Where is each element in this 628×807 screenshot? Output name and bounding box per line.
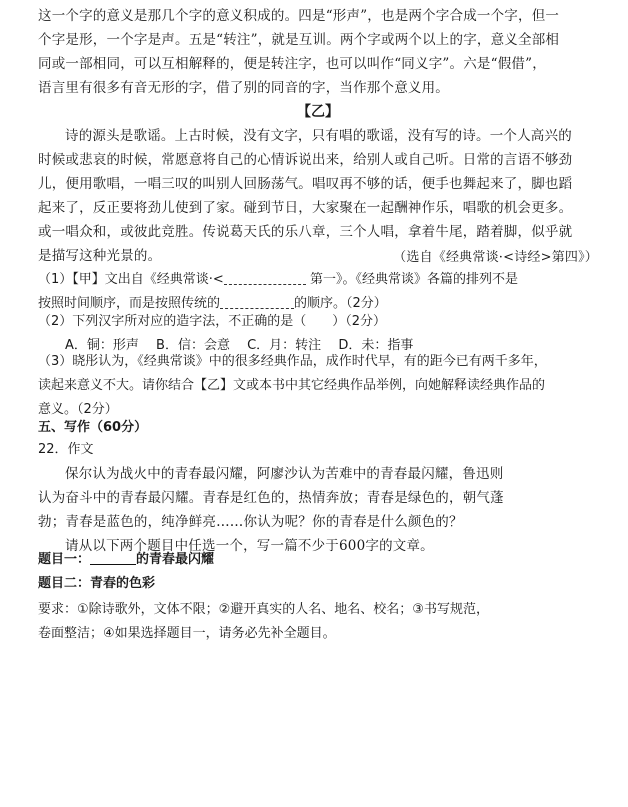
q1-text-a: （1）【甲】文出自《经典常谈·< [38, 272, 224, 287]
text-line: 或一唱众和，或彼此竞胜。传说葛天氏的乐八章，三个人唱，拿着牛尾，踏着脚，似乎就 [38, 224, 573, 240]
section-yi-heading: 【乙】 [297, 104, 339, 120]
text-line: 读起来意义不大。请你结合【乙】文或本书中其它经典作品举例，向她解释读经典作品的 [38, 378, 546, 393]
topic-1-label: 题目一： [38, 552, 91, 567]
text-line: 保尔认为战火中的青春最闪耀，阿廖沙认为苦难中的青春最闪耀，鲁迅则 [65, 466, 504, 482]
essay-instruction: 请从以下两个题目中任选一个，写一篇不少于600字的文章。 [65, 538, 434, 554]
text-line: 勃；青春是蓝色的，纯净鲜亮……你认为呢？你的青春是什么颜色的？ [38, 514, 463, 530]
topic-1-suffix: 的青春最闪耀 [136, 552, 215, 567]
q1-text-b: 第一》。《经典常谈》各篇的排列不是 [309, 272, 518, 287]
q1-blank-2[interactable] [220, 294, 294, 309]
text-line: 时候或悲哀的时候，常愿意将自己的心情诉说出来，给别人或自己听。日常的言语不够劲 [38, 152, 573, 168]
text-line: 卷面整洁；④如果选择题目一，请务必先补全题目。 [38, 626, 336, 641]
question-3 [38, 350, 598, 422]
passage-jia-continuation [38, 4, 598, 100]
q2-option-a: A．铜：形声 [65, 338, 139, 353]
text-line: 是描写这种光景的。 [38, 248, 162, 264]
q1-blank-1[interactable] [224, 270, 306, 285]
q2-option-d: D．未：指事 [338, 338, 414, 353]
topic-1-blank[interactable] [90, 550, 136, 565]
text-line: 诗的源头是歌谣。上古时候，没有文字，只有唱的歌谣，没有写的诗。一个人高兴的 [65, 128, 572, 144]
question-22-label: 22．作文 [38, 442, 94, 457]
text-line: 要求：①除诗歌外，文体不限；②避开真实的人名、地名、校名；③书写规范， [38, 602, 489, 617]
text-line: 儿，便用歌唱，一唱三叹的叫别人回肠荡气。唱叹再不够的话，便手也舞起来了，脚也蹈 [38, 176, 573, 192]
q1-text-c: 按照时间顺序，而是按照传统的 [38, 296, 221, 311]
passage-source: （选自《经典常谈·<诗经>第四》） [393, 250, 598, 265]
topic-1 [38, 548, 598, 572]
text-line: 个字是形，一个字是声。五是“转注”，就是互训。两个字或两个以上的字，意义全部相 [38, 32, 560, 48]
question-1 [38, 268, 598, 316]
q1-text-d: 的顺序。（2分） [294, 296, 387, 311]
text-line: （3）晓彤认为，《经典常谈》中的很多经典作品，成作时代早，有的距今已有两千多年， [38, 354, 547, 369]
essay-requirements [38, 598, 598, 646]
text-line: 同或一部相同，可以互相解释的，便是转注字，也可以叫作“同义字”。六是“假借”， [38, 56, 546, 72]
text-line: 意义。（2分） [38, 402, 118, 417]
text-line: 起来了，反正要将劲儿使到了家。碰到节日，大家聚在一起酬神作乐，唱歌的机会更多。 [38, 200, 573, 216]
text-line: 语言里有很多有音无形的字，借了别的同音的字，当作那个意义用。 [38, 80, 449, 96]
q2-option-b: B．信：会意 [156, 338, 230, 353]
q2-stem: （2）下列汉字所对应的造字法，不正确的是（ ）（2分） [38, 314, 387, 329]
essay-prompt [38, 462, 598, 558]
text-line: 这一个字的意义是那几个字的意义积成的。四是“形声”，也是两个字合成一个字，但一 [38, 8, 560, 24]
section-5-heading: 五、写作（60分） [38, 420, 148, 435]
topic-2: 题目二：青春的色彩 [38, 576, 156, 591]
text-line: 认为奋斗中的青春最闪耀。青春是红色的，热情奔放；青春是绿色的，朝气蓬 [38, 490, 504, 506]
q2-option-c: C．月：转注 [247, 338, 322, 353]
